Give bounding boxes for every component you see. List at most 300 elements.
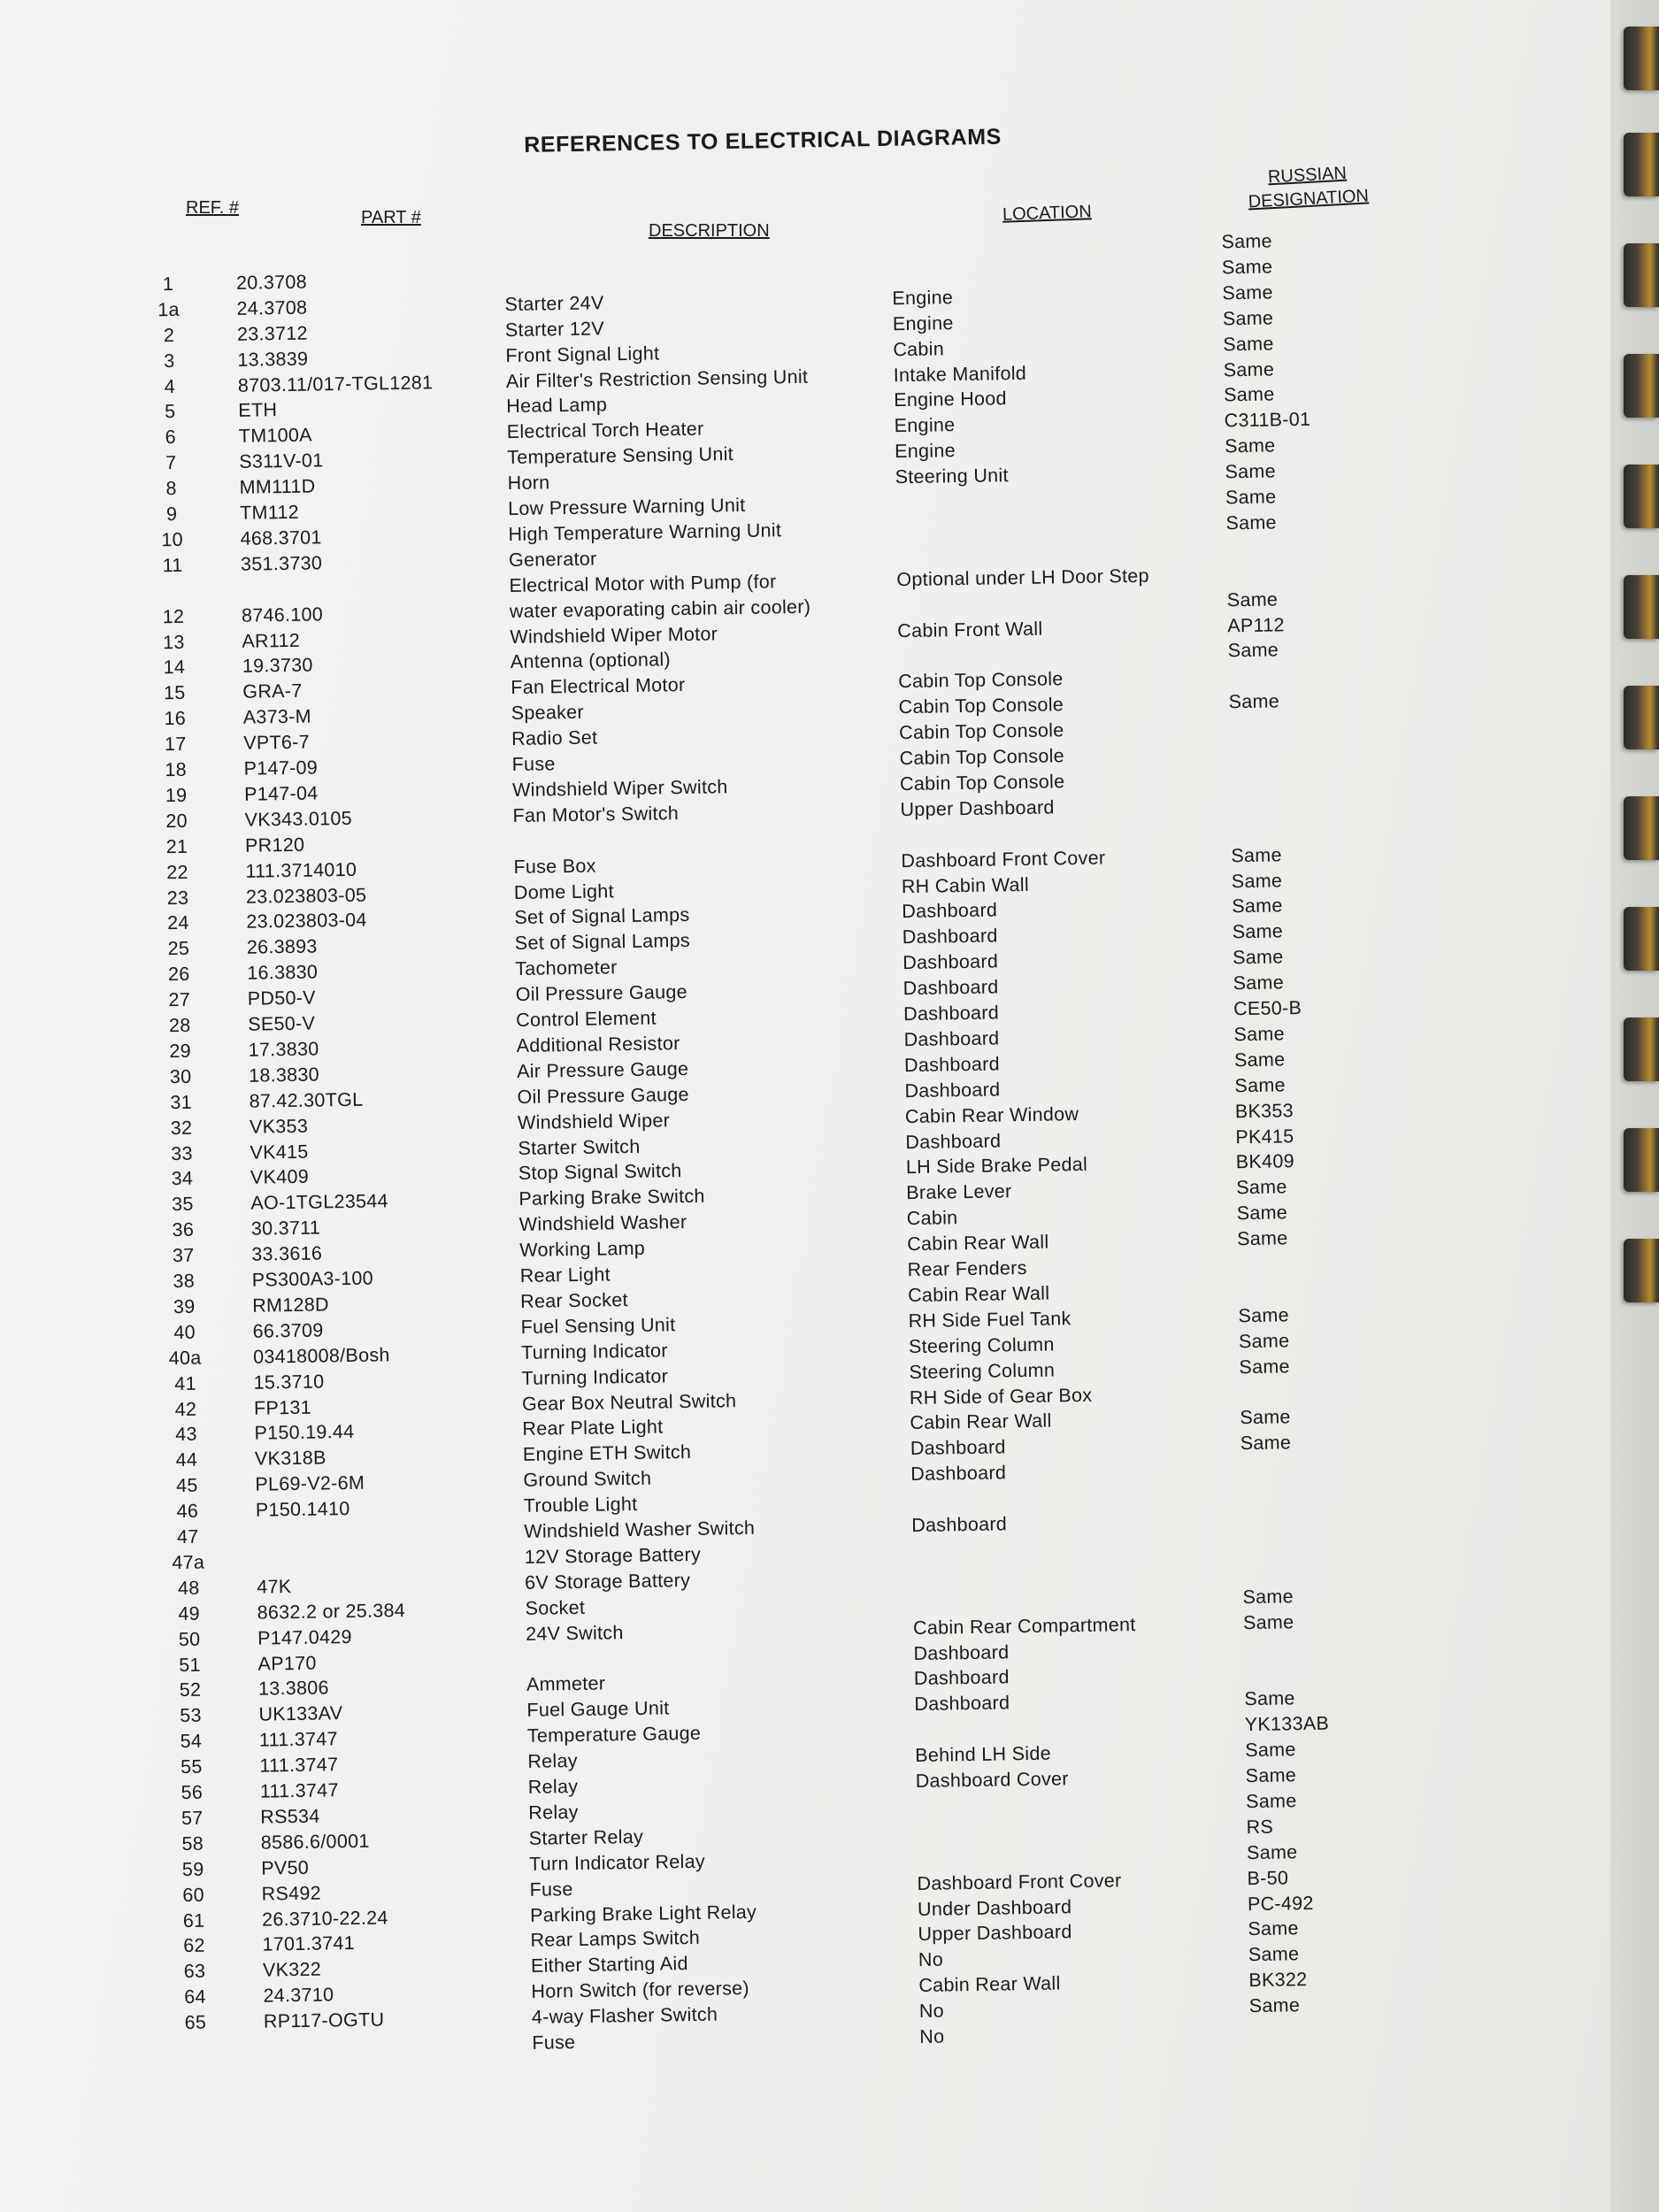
ref-cell: 42 [174, 1398, 197, 1420]
ref-cell: 36 [172, 1218, 195, 1241]
part-cell: 33.3616 [251, 1242, 323, 1265]
russian-cell: Same [1248, 1943, 1300, 1966]
location-cell: Dashboard [902, 950, 999, 974]
location-cell: No [919, 2025, 945, 2047]
part-cell: 13.3839 [237, 348, 309, 371]
description-cell: Ammeter [526, 1672, 606, 1696]
ref-cell: 56 [180, 1781, 204, 1804]
location-cell: Engine [892, 311, 954, 334]
part-cell: PV50 [261, 1856, 310, 1879]
location-cell: Dashboard [904, 1079, 1001, 1102]
ref-cell [142, 579, 204, 580]
location-cell: Dashboard [902, 925, 998, 949]
location-cell: No [918, 2000, 945, 2023]
russian-cell: Same [1225, 486, 1277, 509]
russian-cell: Same [1244, 1687, 1295, 1710]
binding-ring [1624, 1239, 1659, 1302]
ref-cell: 55 [180, 1755, 203, 1778]
part-cell: MM111D [239, 475, 316, 498]
ref-cell: 13 [162, 631, 185, 653]
part-cell: AR112 [242, 629, 301, 652]
location-cell: Dashboard [910, 1436, 1006, 1460]
ref-cell: 62 [183, 1935, 206, 1957]
page-title: REFERENCES TO ELECTRICAL DIAGRAMS [524, 124, 1002, 157]
russian-cell: AP112 [1227, 613, 1285, 636]
part-cell: 66.3709 [252, 1319, 324, 1342]
russian-cell: Same [1221, 256, 1273, 279]
location-cell: Dashboard [902, 899, 998, 923]
description-cell: Engine ETH Switch [522, 1441, 692, 1466]
ref-cell: 10 [161, 528, 184, 551]
ref-cell [136, 247, 198, 248]
ref-cell: 9 [165, 503, 178, 526]
location-cell: Cabin Front Wall [897, 618, 1043, 641]
location-cell: Dashboard [902, 1002, 1000, 1025]
description-cell: Fuse [511, 753, 556, 776]
description-cell: Trouble Light [523, 1493, 638, 1517]
description-cell: Electrical Torch Heater [506, 418, 704, 443]
part-cell: 351.3730 [240, 552, 323, 575]
description-cell: Oil Pressure Gauge [517, 1083, 689, 1108]
russian-cell: Same [1234, 1074, 1286, 1096]
russian-cell: Same [1222, 307, 1274, 330]
ref-cell: 52 [179, 1679, 202, 1701]
location-cell: Cabin Top Console [898, 668, 1064, 693]
part-cell: 8703.11/017-TGL1281 [237, 371, 434, 396]
location-cell: Cabin Rear Wall [910, 1409, 1052, 1434]
location-cell: Cabin Rear Wall [907, 1282, 1050, 1306]
location-cell: Dashboard Front Cover [917, 1869, 1122, 1894]
location-cell: RH Cabin Wall [901, 873, 1030, 897]
location-cell: Dashboard [903, 1053, 1001, 1076]
description-cell: Fuse Box [513, 855, 596, 878]
russian-cell: Same [1223, 333, 1274, 355]
russian-cell: Same [1236, 1227, 1288, 1250]
part-cell: 23.023803-04 [246, 910, 367, 933]
description-cell: Speaker [511, 701, 585, 725]
ref-cell: 16 [164, 707, 187, 730]
ref-cell: 59 [181, 1858, 204, 1880]
location-cell: RH Side of Gear Box [909, 1384, 1093, 1409]
part-cell: A373-M [242, 705, 312, 728]
part-cell: RS534 [260, 1805, 320, 1828]
russian-cell: Same [1240, 1432, 1292, 1455]
ref-cell: 6 [165, 426, 177, 449]
russian-cell: Same [1248, 1994, 1301, 2017]
header-russian-line1: RUSSIAN [1267, 163, 1348, 188]
ref-cell: 19 [165, 784, 188, 807]
ref-cell: 38 [173, 1270, 196, 1293]
ref-cell: 44 [175, 1448, 198, 1471]
description-cell: Air Filter's Restriction Sensing Unit [505, 365, 809, 392]
location-cell: Brake Lever [906, 1180, 1012, 1204]
part-cell: 18.3830 [248, 1064, 320, 1087]
description-cell: Turning Indicator [521, 1364, 669, 1389]
description-cell: Additional Resistor [516, 1032, 680, 1056]
location-cell: Optional under LH Door Step [896, 565, 1149, 590]
part-cell: 87.42.30TGL [249, 1088, 364, 1112]
description-cell: Radio Set [511, 726, 598, 750]
part-cell: 16.3830 [247, 961, 319, 984]
russian-cell: Same [1227, 639, 1279, 662]
part-cell: 111.3714010 [245, 858, 357, 882]
location-cell: Engine [894, 414, 956, 437]
location-cell: Dashboard [905, 1129, 1002, 1153]
location-cell: Engine [892, 286, 954, 309]
russian-cell: Same [1245, 1790, 1297, 1813]
ref-cell: 30 [169, 1065, 192, 1087]
binding-ring [1624, 1128, 1659, 1192]
russian-cell: Same [1238, 1329, 1290, 1352]
part-cell: VPT6-7 [243, 731, 311, 754]
location-cell: Cabin Rear Compartment [912, 1613, 1136, 1639]
part-cell: AP170 [257, 1652, 317, 1675]
ref-cell: 28 [168, 1014, 191, 1037]
description-cell: Set of Signal Lamps [514, 904, 690, 929]
ref-cell: 47a [172, 1551, 205, 1574]
binding-ring [1624, 907, 1659, 971]
description-cell: Temperature Gauge [526, 1722, 702, 1747]
ref-cell: 58 [181, 1832, 204, 1855]
description-cell: water evaporating cabin air cooler) [509, 595, 811, 622]
part-cell: 19.3730 [242, 654, 313, 678]
description-cell: Fan Electrical Motor [511, 674, 686, 699]
ref-cell: 29 [169, 1040, 192, 1063]
russian-cell: PC-492 [1247, 1892, 1314, 1915]
ref-cell: 57 [180, 1807, 204, 1829]
part-cell: 30.3711 [250, 1217, 321, 1240]
description-cell: Set of Signal Lamps [514, 930, 691, 955]
part-cell: UK133AV [258, 1702, 343, 1725]
part-cell: VK409 [250, 1166, 310, 1189]
russian-cell: Same [1248, 1917, 1299, 1940]
ref-cell: 43 [175, 1424, 197, 1446]
location-cell: Cabin Top Console [898, 694, 1064, 718]
location-cell: Dashboard [913, 1666, 1010, 1690]
location-cell: Engine Hood [894, 388, 1008, 411]
ref-cell: 22 [166, 861, 188, 883]
russian-cell: Same [1233, 972, 1285, 995]
location-cell: Dashboard [903, 1027, 1000, 1050]
part-cell: RM128D [252, 1294, 330, 1317]
part-cell: 8746.100 [241, 603, 324, 626]
ref-cell: 3 [164, 349, 175, 372]
russian-cell: Same [1225, 511, 1278, 534]
russian-cell: C311B-01 [1224, 409, 1311, 432]
location-cell: Intake Manifold [893, 362, 1027, 386]
description-cell: Control Element [515, 1007, 657, 1031]
russian-cell: Same [1238, 1304, 1290, 1326]
ref-cell: 27 [168, 988, 191, 1011]
russian-cell: Same [1240, 1406, 1291, 1429]
part-cell: 8586.6/0001 [260, 1830, 370, 1854]
russian-cell: Same [1245, 1739, 1296, 1762]
description-cell: Fuse [532, 2032, 576, 2054]
description-cell: Air Pressure Gauge [516, 1057, 689, 1082]
location-cell: Dashboard [914, 1692, 1010, 1716]
part-cell: PS300A3-100 [251, 1267, 374, 1291]
part-cell: FP131 [253, 1396, 312, 1419]
russian-cell: BK322 [1248, 1969, 1308, 1992]
russian-cell: BK409 [1235, 1150, 1295, 1173]
description-cell: Electrical Motor with Pump (for [509, 570, 777, 596]
description-cell: Relay [528, 1801, 579, 1824]
russian-cell: Same [1232, 895, 1283, 918]
ref-cell: 54 [180, 1730, 203, 1753]
header-location: LOCATION [1002, 202, 1093, 225]
location-cell: Cabin [893, 337, 945, 360]
location-cell: Steering Unit [895, 465, 1009, 488]
binding-ring [1624, 686, 1659, 749]
description-cell: Fan Motor's Switch [512, 802, 680, 826]
part-cell: AO-1TGL23544 [250, 1190, 388, 1215]
ref-cell: 40a [168, 1347, 202, 1369]
part-cell: 111.3747 [259, 1754, 339, 1777]
part-cell: 24.3708 [236, 296, 308, 319]
location-cell: Dashboard Cover [915, 1768, 1069, 1792]
part-cell: PR120 [244, 833, 305, 856]
ref-cell: 32 [170, 1117, 193, 1139]
ref-cell: 63 [183, 1960, 206, 1983]
ref-cell: 45 [175, 1474, 198, 1497]
ref-cell: 17 [164, 733, 187, 756]
part-cell: P150.19.44 [254, 1421, 355, 1445]
part-cell: VK415 [250, 1141, 309, 1164]
part-cell: PD50-V [247, 987, 317, 1010]
russian-cell: Same [1231, 869, 1283, 892]
part-cell: 24.3710 [263, 1984, 334, 2007]
description-cell: Parking Brake Switch [518, 1185, 705, 1210]
description-cell: Rear Light [519, 1263, 611, 1286]
description-cell: Windshield Washer Switch [524, 1517, 756, 1542]
russian-cell: Same [1225, 460, 1277, 483]
part-cell: 20.3708 [235, 271, 308, 294]
location-cell: Upper Dashboard [900, 796, 1055, 820]
description-cell: Temperature Sensing Unit [507, 443, 734, 469]
description-cell: Starter Relay [528, 1825, 644, 1849]
ref-cell: 50 [178, 1628, 201, 1650]
ref-cell: 8 [165, 478, 178, 500]
location-cell: Engine [894, 440, 956, 463]
russian-cell: PK415 [1235, 1125, 1294, 1148]
description-cell: Front Signal Light [505, 342, 660, 366]
description-cell: Relay [527, 1750, 578, 1772]
part-cell: ETH [238, 399, 278, 422]
location-cell: Steering Column [908, 1333, 1055, 1357]
location-cell: Cabin Rear Window [904, 1102, 1079, 1127]
location-cell: Dashboard Front Cover [901, 847, 1106, 872]
russian-cell: Same [1233, 1048, 1286, 1071]
location-cell: RH Side Fuel Tank [908, 1307, 1071, 1332]
part-cell: 13.3806 [257, 1677, 330, 1701]
part-cell: P147-09 [243, 757, 319, 780]
ref-cell: 1a [157, 298, 180, 321]
description-cell: Generator [508, 548, 597, 571]
russian-cell: Same [1236, 1202, 1288, 1225]
ref-cell: 65 [184, 2011, 207, 2034]
russian-cell: Same [1242, 1585, 1294, 1608]
ref-cell: 47 [176, 1525, 199, 1548]
description-cell: Socket [525, 1596, 586, 1619]
part-cell: SE50-V [248, 1012, 316, 1035]
russian-cell: Same [1236, 1176, 1287, 1199]
ref-cell: 46 [176, 1500, 199, 1523]
ref-cell: 49 [178, 1602, 201, 1624]
part-cell: RP117-OGTU [263, 2008, 385, 2032]
ref-cell: 35 [171, 1194, 194, 1216]
ref-cell: 37 [172, 1244, 195, 1267]
description-cell: Ground Switch [523, 1467, 652, 1492]
description-cell: Starter Switch [518, 1135, 641, 1159]
header-description: DESCRIPTION [649, 221, 770, 241]
description-cell: 6V Storage Battery [524, 1569, 691, 1594]
description-cell: Fuel Sensing Unit [520, 1313, 676, 1338]
location-cell: Rear Fenders [907, 1256, 1027, 1281]
description-cell: Turning Indicator [520, 1340, 668, 1363]
part-cell: P147.0429 [257, 1625, 353, 1649]
russian-cell: Same [1245, 1764, 1297, 1787]
ref-cell: 2 [163, 324, 175, 346]
russian-cell: Same [1246, 1840, 1298, 1863]
ref-cell: 61 [182, 1909, 205, 1932]
ref-cell: 4 [164, 375, 176, 397]
part-cell: 1701.3741 [262, 1932, 356, 1956]
russian-cell: RS [1246, 1816, 1274, 1838]
russian-cell: B-50 [1247, 1866, 1289, 1889]
binding-ring [1624, 575, 1659, 639]
ref-cell: 33 [171, 1142, 193, 1164]
binding-ring [1624, 354, 1659, 418]
ref-cell: 21 [165, 835, 188, 857]
binding-ring [1624, 1018, 1659, 1081]
ref-cell: 60 [182, 1884, 205, 1906]
location-cell: Cabin Top Console [899, 771, 1065, 795]
ref-cell: 31 [170, 1091, 193, 1113]
ref-cell: 64 [184, 1985, 206, 2008]
description-cell: Stop Signal Switch [518, 1160, 682, 1185]
ref-cell: 23 [166, 887, 189, 909]
ref-cell: 48 [177, 1577, 200, 1599]
russian-cell: Same [1223, 357, 1275, 380]
russian-cell: Same [1231, 843, 1282, 866]
ref-cell: 41 [174, 1372, 197, 1394]
description-cell: 24V Switch [525, 1621, 624, 1645]
russian-cell: Same [1223, 383, 1275, 406]
part-cell: 26.3710-22.24 [261, 1906, 388, 1931]
part-cell: 47K [257, 1575, 292, 1598]
ref-cell: 14 [163, 657, 186, 679]
part-cell: S311V-01 [239, 449, 324, 473]
ref-cell: 20 [165, 810, 188, 832]
part-cell: GRA-7 [242, 680, 303, 703]
description-cell: Fuse [529, 1878, 573, 1901]
ref-cell: 24 [166, 912, 189, 934]
part-cell: TM112 [239, 501, 300, 524]
description-cell: Windshield Wiper Motor [510, 622, 718, 648]
description-cell: 12V Storage Battery [524, 1543, 702, 1568]
ref-cell: 11 [162, 554, 183, 576]
russian-cell: Same [1222, 281, 1273, 304]
description-cell: Rear Socket [519, 1288, 628, 1312]
part-cell: 26.3893 [246, 935, 318, 959]
ref-cell: 34 [171, 1168, 194, 1190]
location-cell: Cabin Top Console [898, 719, 1064, 744]
header-part: PART # [361, 208, 421, 227]
part-cell: VK322 [262, 1958, 322, 1981]
russian-cell: Same [1239, 1355, 1290, 1378]
part-cell: VK353 [249, 1115, 309, 1138]
description-cell: Low Pressure Warning Unit [507, 494, 746, 520]
ref-cell: 26 [167, 963, 190, 986]
location-cell: Under Dashboard [917, 1895, 1072, 1920]
description-cell: Starter 24V [504, 292, 604, 315]
part-cell: P147-04 [243, 782, 319, 805]
location-cell: Cabin Top Console [899, 745, 1065, 770]
part-cell: 8632.2 or 25.384 [257, 1599, 406, 1624]
russian-cell: Same [1232, 946, 1284, 969]
description-cell: Windshield Wiper Switch [511, 776, 728, 801]
description-cell: Turn Indicator Relay [528, 1850, 706, 1875]
part-cell: VK318B [254, 1447, 326, 1470]
part-cell: TM100A [238, 424, 313, 448]
russian-cell: Same [1221, 230, 1273, 253]
description-cell: Gear Box Neutral Switch [521, 1389, 737, 1415]
description-cell: Rear Plate Light [522, 1416, 664, 1440]
location-cell: Cabin Rear Wall [907, 1231, 1049, 1256]
ref-cell: 7 [165, 452, 177, 474]
russian-cell: Same [1224, 434, 1276, 457]
part-cell: PL69-V2-6M [255, 1471, 365, 1495]
ref-cell: 18 [165, 758, 188, 781]
description-cell: Horn [507, 472, 550, 495]
ref-cell: 15 [163, 682, 186, 704]
location-cell: Upper Dashboard [918, 1921, 1072, 1946]
ref-cell: 25 [167, 938, 190, 960]
description-cell: Windshield Washer [518, 1211, 687, 1236]
ref-cell: 51 [179, 1654, 202, 1676]
russian-cell: Same [1228, 690, 1280, 713]
part-cell: 17.3830 [248, 1038, 319, 1061]
russian-cell: Same [1232, 920, 1284, 943]
description-cell: 4-way Flasher Switch [531, 2003, 718, 2028]
location-cell: Behind LH Side [915, 1742, 1052, 1767]
location-cell: Dashboard [902, 976, 999, 1000]
ref-cell: 40 [173, 1321, 196, 1343]
ref-cell: 53 [180, 1704, 202, 1727]
part-cell: RS492 [261, 1882, 322, 1905]
description-cell: Relay [527, 1775, 579, 1798]
description-cell: Dome Light [513, 879, 615, 903]
russian-cell: Same [1242, 1610, 1294, 1633]
part-cell: 23.3712 [236, 322, 308, 345]
location-cell: No [918, 1948, 944, 1971]
binding-ring [1624, 796, 1659, 860]
location-cell: Dashboard [913, 1640, 1010, 1664]
ref-cell: 1 [162, 273, 174, 296]
russian-cell: BK353 [1234, 1099, 1294, 1122]
russian-cell: CE50-B [1233, 997, 1302, 1020]
binding-ring [1624, 465, 1659, 528]
header-ref: REF. # [186, 198, 240, 218]
russian-cell: Same [1226, 588, 1279, 611]
description-cell: Head Lamp [506, 394, 608, 418]
part-cell: 111.3747 [258, 1728, 338, 1751]
ref-cell: 12 [162, 605, 185, 627]
description-cell: Rear Lamps Switch [530, 1927, 701, 1952]
description-cell: Starter 12V [504, 318, 605, 341]
description-cell: Working Lamp [519, 1237, 646, 1262]
russian-cell: YK133AB [1244, 1712, 1330, 1736]
